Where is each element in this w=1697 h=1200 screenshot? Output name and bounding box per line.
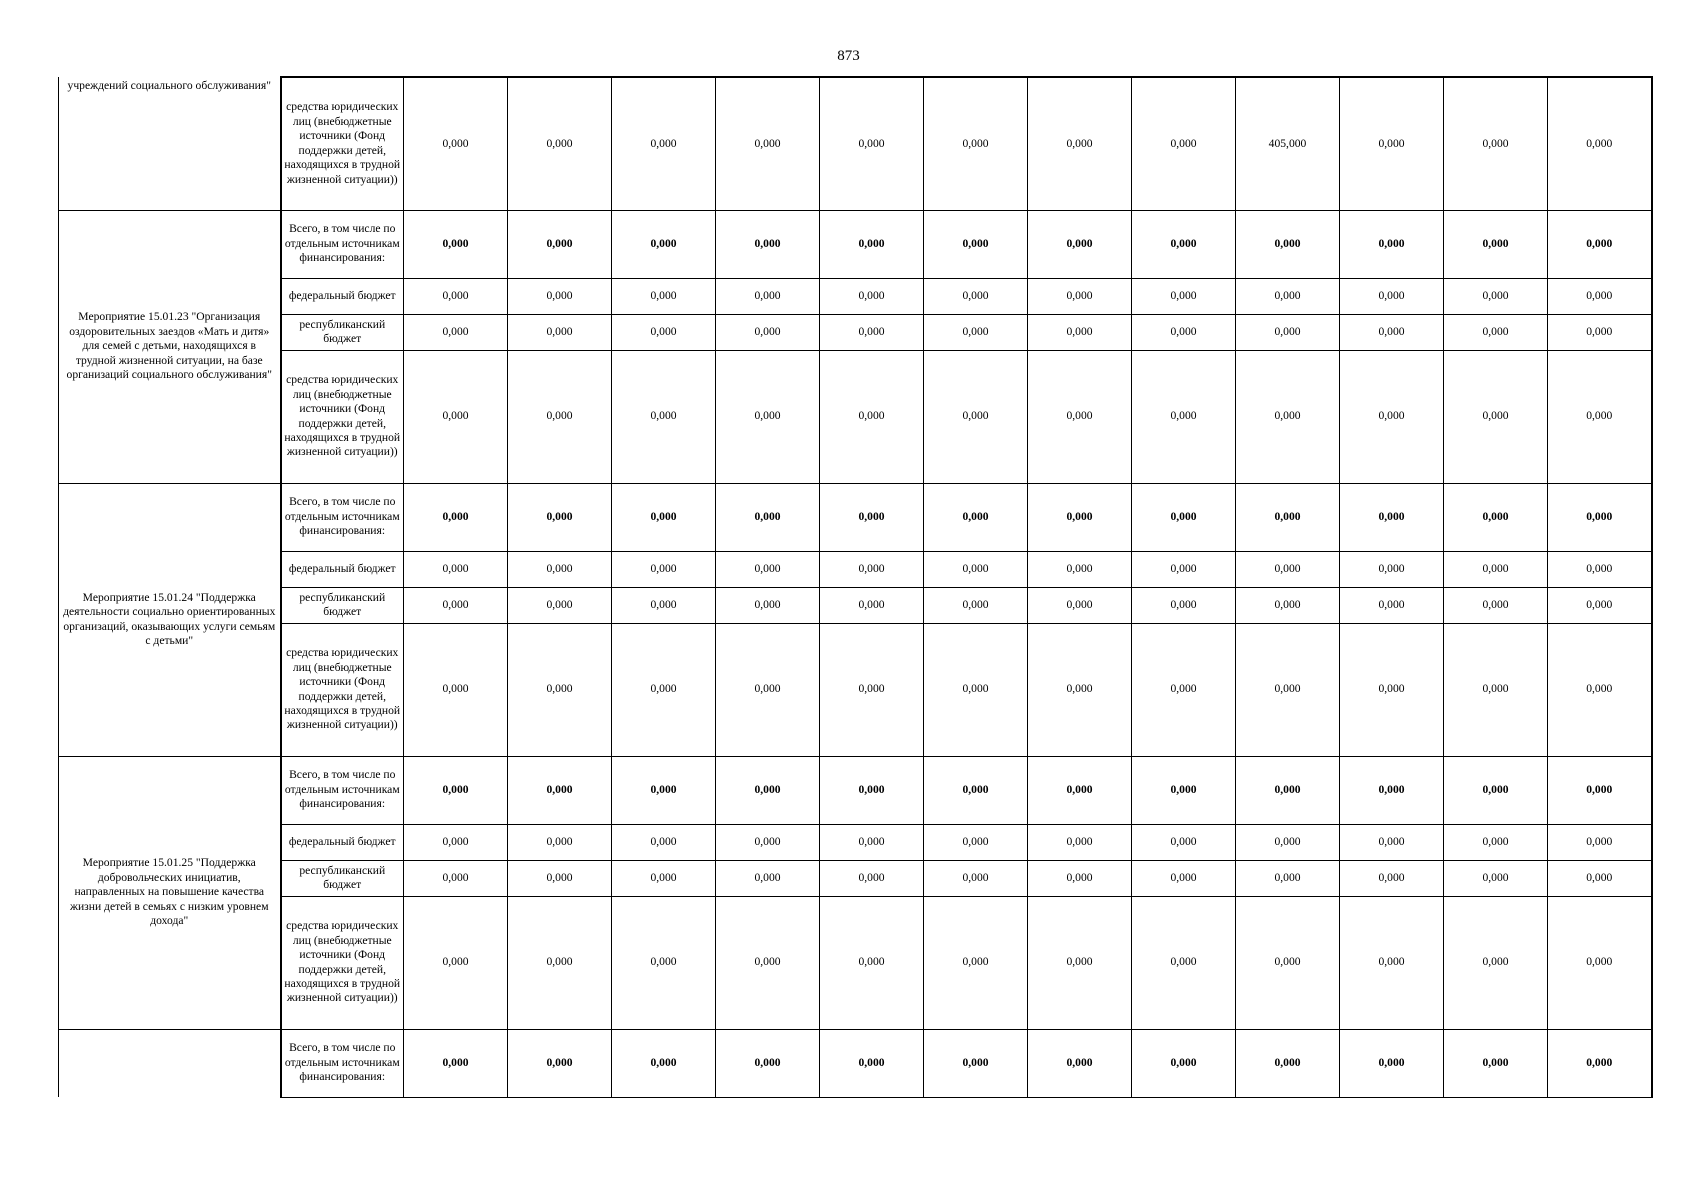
amount-cell: 0,000 xyxy=(1444,314,1548,350)
amount-cell: 0,000 xyxy=(716,278,820,314)
funding-row-total xyxy=(59,483,1652,551)
amount-cell: 0,000 xyxy=(1548,483,1652,551)
amount-cell: 0,000 xyxy=(1236,350,1340,483)
amount-cell: 0,000 xyxy=(1444,824,1548,860)
funding-row-republic xyxy=(59,860,1652,896)
amount-cell: 0,000 xyxy=(1028,860,1132,896)
amount-cell: 0,000 xyxy=(716,77,820,210)
amount-cell: 0,000 xyxy=(1028,756,1132,824)
amount-cell: 0,000 xyxy=(1028,587,1132,623)
funding-row-total xyxy=(59,1029,1652,1097)
funding-source-label: средства юридических лиц (внебюджетные источники (Фонд поддержки детей, находящихся в трудной жизненной ситуации)) xyxy=(281,896,404,1029)
amount-cell: 0,000 xyxy=(404,350,508,483)
amount-cell: 0,000 xyxy=(612,756,716,824)
amount-cell: 0,000 xyxy=(404,896,508,1029)
amount-cell: 0,000 xyxy=(1340,210,1444,278)
amount-cell: 0,000 xyxy=(404,314,508,350)
amount-cell: 0,000 xyxy=(508,551,612,587)
amount-cell: 0,000 xyxy=(1548,551,1652,587)
amount-cell: 0,000 xyxy=(924,350,1028,483)
amount-cell: 0,000 xyxy=(716,623,820,756)
amount-cell: 0,000 xyxy=(612,1029,716,1097)
amount-cell: 0,000 xyxy=(612,824,716,860)
amount-cell: 0,000 xyxy=(1444,278,1548,314)
amount-cell: 0,000 xyxy=(612,278,716,314)
funding-row-legal xyxy=(59,350,1652,483)
amount-cell: 0,000 xyxy=(508,483,612,551)
amount-cell: 0,000 xyxy=(1340,623,1444,756)
amount-cell: 0,000 xyxy=(1132,278,1236,314)
amount-cell: 0,000 xyxy=(1548,824,1652,860)
amount-cell: 0,000 xyxy=(924,896,1028,1029)
amount-cell: 0,000 xyxy=(820,483,924,551)
amount-cell: 0,000 xyxy=(1132,896,1236,1029)
amount-cell: 0,000 xyxy=(1028,350,1132,483)
amount-cell: 0,000 xyxy=(924,1029,1028,1097)
amount-cell: 0,000 xyxy=(1340,824,1444,860)
amount-cell: 0,000 xyxy=(1132,77,1236,210)
amount-cell: 0,000 xyxy=(1028,278,1132,314)
funding-source-label: республиканский бюджет xyxy=(281,587,404,623)
funding-source-label: федеральный бюджет xyxy=(281,278,404,314)
amount-cell: 0,000 xyxy=(1340,756,1444,824)
funding-source-label: средства юридических лиц (внебюджетные источники (Фонд поддержки детей, находящихся в трудной жизненной ситуации)) xyxy=(281,623,404,756)
amount-cell: 0,000 xyxy=(1340,278,1444,314)
amount-cell: 0,000 xyxy=(1236,278,1340,314)
amount-cell: 0,000 xyxy=(820,623,924,756)
activity-name xyxy=(59,1029,281,1097)
funding-table-body xyxy=(59,77,1652,1097)
amount-cell: 0,000 xyxy=(1236,860,1340,896)
amount-cell: 0,000 xyxy=(1444,623,1548,756)
amount-cell: 0,000 xyxy=(1028,896,1132,1029)
activity-name: Мероприятие 15.01.24 "Поддержка деятельности социально ориентированных организаций, оказывающих услуги семьям с детьми" xyxy=(59,483,281,756)
amount-cell: 0,000 xyxy=(404,278,508,314)
amount-cell: 0,000 xyxy=(1236,210,1340,278)
amount-cell: 0,000 xyxy=(1132,1029,1236,1097)
funding-row-federal xyxy=(59,278,1652,314)
amount-cell: 0,000 xyxy=(1028,551,1132,587)
amount-cell: 0,000 xyxy=(508,350,612,483)
amount-cell: 0,000 xyxy=(1444,551,1548,587)
amount-cell: 0,000 xyxy=(924,483,1028,551)
amount-cell: 0,000 xyxy=(1132,756,1236,824)
amount-cell: 0,000 xyxy=(820,756,924,824)
amount-cell: 0,000 xyxy=(1340,1029,1444,1097)
amount-cell: 0,000 xyxy=(612,77,716,210)
funding-row-legal xyxy=(59,896,1652,1029)
funding-row-federal xyxy=(59,824,1652,860)
amount-cell: 0,000 xyxy=(1340,860,1444,896)
amount-cell: 0,000 xyxy=(1548,210,1652,278)
amount-cell: 0,000 xyxy=(404,551,508,587)
funding-source-label: федеральный бюджет xyxy=(281,551,404,587)
amount-cell: 0,000 xyxy=(924,278,1028,314)
amount-cell: 0,000 xyxy=(924,623,1028,756)
amount-cell: 0,000 xyxy=(1236,587,1340,623)
amount-cell: 0,000 xyxy=(508,587,612,623)
amount-cell: 0,000 xyxy=(924,314,1028,350)
amount-cell: 0,000 xyxy=(404,860,508,896)
amount-cell: 0,000 xyxy=(404,210,508,278)
amount-cell: 0,000 xyxy=(924,824,1028,860)
amount-cell: 0,000 xyxy=(820,314,924,350)
amount-cell: 0,000 xyxy=(820,824,924,860)
amount-cell: 0,000 xyxy=(1028,623,1132,756)
amount-cell: 0,000 xyxy=(1236,623,1340,756)
amount-cell: 0,000 xyxy=(508,1029,612,1097)
amount-cell: 0,000 xyxy=(820,860,924,896)
amount-cell: 405,000 xyxy=(1236,77,1340,210)
amount-cell: 0,000 xyxy=(1028,77,1132,210)
amount-cell: 0,000 xyxy=(1548,587,1652,623)
amount-cell: 0,000 xyxy=(716,1029,820,1097)
funding-row-total xyxy=(59,210,1652,278)
amount-cell: 0,000 xyxy=(508,314,612,350)
funding-source-label: республиканский бюджет xyxy=(281,860,404,896)
amount-cell: 0,000 xyxy=(1548,623,1652,756)
funding-row-republic xyxy=(59,587,1652,623)
amount-cell: 0,000 xyxy=(612,483,716,551)
amount-cell: 0,000 xyxy=(1028,210,1132,278)
amount-cell: 0,000 xyxy=(1548,314,1652,350)
amount-cell: 0,000 xyxy=(820,551,924,587)
amount-cell: 0,000 xyxy=(612,896,716,1029)
amount-cell: 0,000 xyxy=(1132,623,1236,756)
amount-cell: 0,000 xyxy=(404,587,508,623)
amount-cell: 0,000 xyxy=(1548,77,1652,210)
amount-cell: 0,000 xyxy=(1444,210,1548,278)
funding-source-label: Всего, в том числе по отдельным источникам финансирования: xyxy=(281,210,404,278)
amount-cell: 0,000 xyxy=(1444,1029,1548,1097)
amount-cell: 0,000 xyxy=(820,350,924,483)
amount-cell: 0,000 xyxy=(1340,350,1444,483)
amount-cell: 0,000 xyxy=(716,350,820,483)
amount-cell: 0,000 xyxy=(820,210,924,278)
amount-cell: 0,000 xyxy=(1132,860,1236,896)
amount-cell: 0,000 xyxy=(612,314,716,350)
amount-cell: 0,000 xyxy=(1132,314,1236,350)
amount-cell: 0,000 xyxy=(820,77,924,210)
amount-cell: 0,000 xyxy=(1132,210,1236,278)
amount-cell: 0,000 xyxy=(716,860,820,896)
amount-cell: 0,000 xyxy=(404,623,508,756)
amount-cell: 0,000 xyxy=(1444,483,1548,551)
funding-source-label: республиканский бюджет xyxy=(281,314,404,350)
activity-name: Мероприятие 15.01.23 "Организация оздоровительных заездов «Мать и дитя» для семей с детьми, находящихся в трудной жизненной ситуации, на базе организаций социального обслуживания" xyxy=(59,210,281,483)
amount-cell: 0,000 xyxy=(1444,756,1548,824)
amount-cell: 0,000 xyxy=(924,756,1028,824)
amount-cell: 0,000 xyxy=(924,860,1028,896)
amount-cell: 0,000 xyxy=(404,77,508,210)
amount-cell: 0,000 xyxy=(1548,278,1652,314)
amount-cell: 0,000 xyxy=(612,350,716,483)
amount-cell: 0,000 xyxy=(1132,824,1236,860)
amount-cell: 0,000 xyxy=(404,483,508,551)
amount-cell: 0,000 xyxy=(1132,587,1236,623)
amount-cell: 0,000 xyxy=(508,77,612,210)
activity-name: Мероприятие 15.01.25 "Поддержка добровольческих инициатив, направленных на повышение качества жизни детей в семьях с низким уровнем дохода" xyxy=(59,756,281,1029)
amount-cell: 0,000 xyxy=(508,860,612,896)
amount-cell: 0,000 xyxy=(508,210,612,278)
amount-cell: 0,000 xyxy=(1236,551,1340,587)
amount-cell: 0,000 xyxy=(1028,314,1132,350)
amount-cell: 0,000 xyxy=(924,587,1028,623)
amount-cell: 0,000 xyxy=(612,587,716,623)
amount-cell: 0,000 xyxy=(1548,896,1652,1029)
amount-cell: 0,000 xyxy=(1028,483,1132,551)
amount-cell: 0,000 xyxy=(612,210,716,278)
amount-cell: 0,000 xyxy=(1444,587,1548,623)
amount-cell: 0,000 xyxy=(1340,77,1444,210)
amount-cell: 0,000 xyxy=(1548,1029,1652,1097)
amount-cell: 0,000 xyxy=(1444,860,1548,896)
funding-source-label: Всего, в том числе по отдельным источникам финансирования: xyxy=(281,756,404,824)
funding-source-label: Всего, в том числе по отдельным источникам финансирования: xyxy=(281,1029,404,1097)
amount-cell: 0,000 xyxy=(1444,896,1548,1029)
amount-cell: 0,000 xyxy=(508,824,612,860)
amount-cell: 0,000 xyxy=(1132,350,1236,483)
amount-cell: 0,000 xyxy=(404,824,508,860)
funding-row-federal xyxy=(59,551,1652,587)
amount-cell: 0,000 xyxy=(820,278,924,314)
amount-cell: 0,000 xyxy=(404,756,508,824)
funding-row-legal xyxy=(59,77,1652,210)
amount-cell: 0,000 xyxy=(1340,587,1444,623)
amount-cell: 0,000 xyxy=(716,483,820,551)
funding-source-label: средства юридических лиц (внебюджетные источники (Фонд поддержки детей, находящихся в трудной жизненной ситуации)) xyxy=(281,350,404,483)
funding-table xyxy=(58,76,1653,1098)
amount-cell: 0,000 xyxy=(1132,551,1236,587)
amount-cell: 0,000 xyxy=(612,551,716,587)
amount-cell: 0,000 xyxy=(404,1029,508,1097)
amount-cell: 0,000 xyxy=(716,756,820,824)
amount-cell: 0,000 xyxy=(1132,483,1236,551)
funding-table-container xyxy=(58,76,1653,1098)
amount-cell: 0,000 xyxy=(1548,860,1652,896)
amount-cell: 0,000 xyxy=(716,896,820,1029)
activity-name-continued: учреждений социального обслуживания" xyxy=(59,77,281,210)
amount-cell: 0,000 xyxy=(1444,77,1548,210)
amount-cell: 0,000 xyxy=(508,756,612,824)
amount-cell: 0,000 xyxy=(716,551,820,587)
amount-cell: 0,000 xyxy=(1340,896,1444,1029)
amount-cell: 0,000 xyxy=(1340,551,1444,587)
amount-cell: 0,000 xyxy=(716,314,820,350)
funding-row-republic xyxy=(59,314,1652,350)
amount-cell: 0,000 xyxy=(1548,350,1652,483)
amount-cell: 0,000 xyxy=(1444,350,1548,483)
funding-row-legal xyxy=(59,623,1652,756)
amount-cell: 0,000 xyxy=(1236,1029,1340,1097)
amount-cell: 0,000 xyxy=(924,551,1028,587)
amount-cell: 0,000 xyxy=(924,77,1028,210)
amount-cell: 0,000 xyxy=(1028,824,1132,860)
funding-source-label: федеральный бюджет xyxy=(281,824,404,860)
amount-cell: 0,000 xyxy=(508,896,612,1029)
amount-cell: 0,000 xyxy=(820,1029,924,1097)
page-number: 873 xyxy=(837,48,860,64)
amount-cell: 0,000 xyxy=(508,623,612,756)
amount-cell: 0,000 xyxy=(820,587,924,623)
amount-cell: 0,000 xyxy=(1236,756,1340,824)
amount-cell: 0,000 xyxy=(1028,1029,1132,1097)
amount-cell: 0,000 xyxy=(1236,314,1340,350)
amount-cell: 0,000 xyxy=(1236,483,1340,551)
amount-cell: 0,000 xyxy=(612,860,716,896)
amount-cell: 0,000 xyxy=(1340,314,1444,350)
amount-cell: 0,000 xyxy=(508,278,612,314)
amount-cell: 0,000 xyxy=(1236,896,1340,1029)
amount-cell: 0,000 xyxy=(716,210,820,278)
amount-cell: 0,000 xyxy=(1548,756,1652,824)
funding-row-total xyxy=(59,756,1652,824)
amount-cell: 0,000 xyxy=(1340,483,1444,551)
amount-cell: 0,000 xyxy=(1236,824,1340,860)
amount-cell: 0,000 xyxy=(612,623,716,756)
amount-cell: 0,000 xyxy=(716,824,820,860)
amount-cell: 0,000 xyxy=(820,896,924,1029)
funding-source-label: Всего, в том числе по отдельным источникам финансирования: xyxy=(281,483,404,551)
amount-cell: 0,000 xyxy=(716,587,820,623)
amount-cell: 0,000 xyxy=(924,210,1028,278)
funding-source-label: средства юридических лиц (внебюджетные источники (Фонд поддержки детей, находящихся в трудной жизненной ситуации)) xyxy=(281,77,404,210)
